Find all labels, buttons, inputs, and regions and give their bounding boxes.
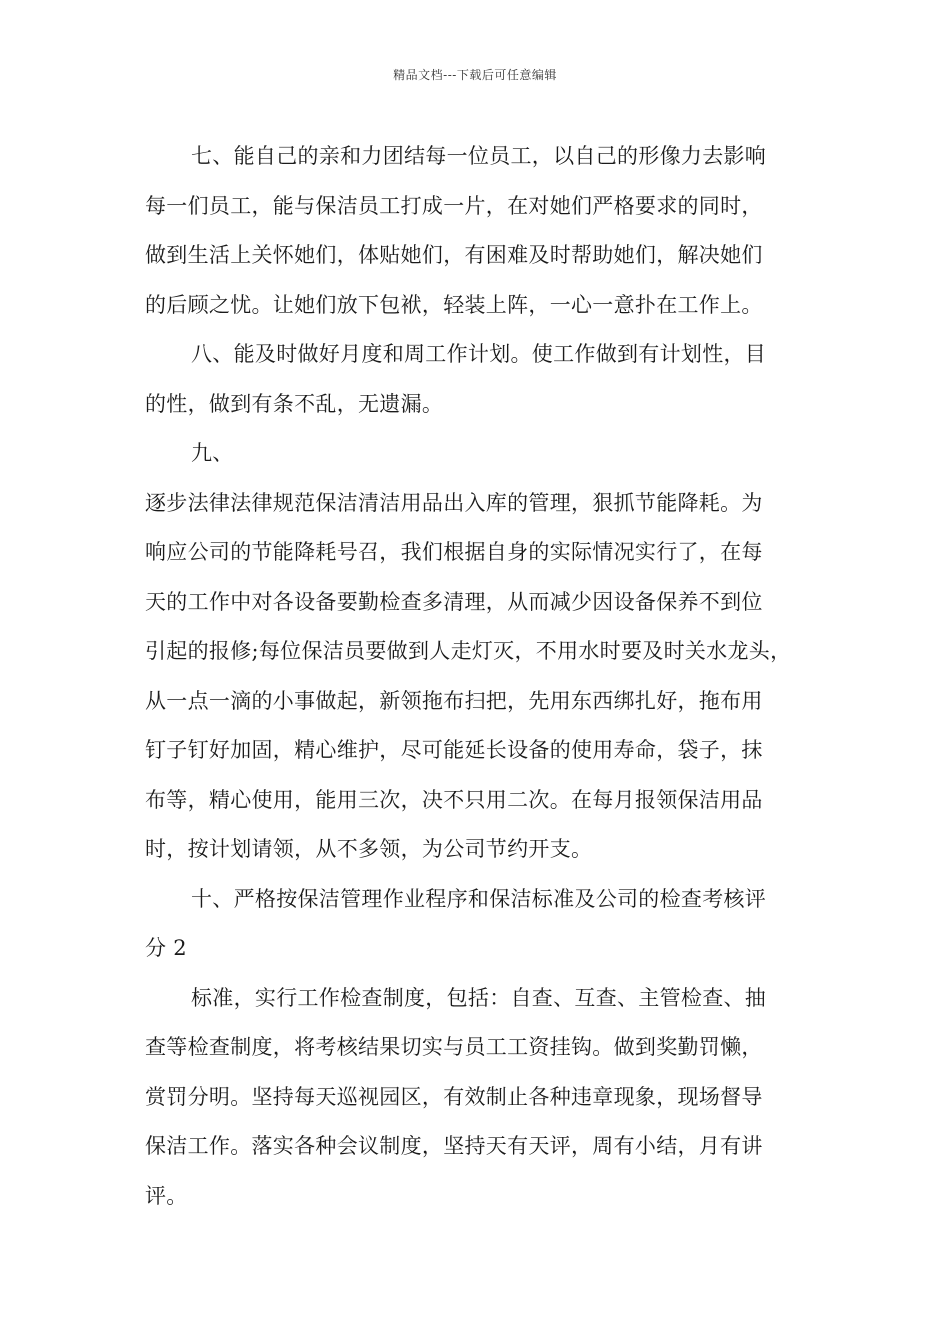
page-header: 精品文档---下载后可任意编辑 [393,68,557,82]
text-line: 引起的报修;每位保洁员要做到人走灯灭，不用水时要及时关水龙头， [145,639,792,663]
text-line: 七、能自己的亲和力团结每一位员工，以自己的形像力去影响 [191,144,767,168]
text-line: 标准，实行工作检查制度，包括：自查、互查、主管检查、抽 [191,985,767,1010]
text-line: 十、严格按保洁管理作业程序和保洁标准及公司的检查考核评 [191,886,767,911]
text-line: 时，按计划请领，从不多领，为公司节约开支。 [145,837,593,861]
text-line: 逐步法律法律规范保洁清洁用品出入库的管理，狠抓节能降耗。为 [145,490,763,515]
text-line: 的性，做到有条不乱，无遗漏。 [145,391,444,416]
text-line: 保洁工作。落实各种会议制度，坚持天有天评，周有小结，月有讲 [145,1134,763,1158]
text-line: 八、能及时做好月度和周工作计划。使工作做到有计划性，目 [191,342,767,366]
text-line: 从一点一滴的小事做起，新领拖布扫把，先用东西绑扎好，拖布用 [145,688,763,713]
text-line: 每一们员工，能与保洁员工打成一片，在对她们严格要求的同时， [145,193,763,218]
text-line: 响应公司的节能降耗号召，我们根据自身的实际情况实行了，在每 [145,540,763,564]
text-line: 天的工作中对各设备要勤检查多清理，从而减少因设备保养不到位 [145,589,763,614]
text-line: 查等检查制度，将考核结果切实与员工工资挂钩。做到奖勤罚懒， [145,1035,763,1059]
text-line: 钉子钉好加固，精心维护，尽可能延长设备的使用寿命，袋子，抹 [145,738,763,762]
text-line: 布等，精心使用，能用三次，决不只用二次。在每月报领保洁用品 [145,787,763,812]
text-line: 评。 [145,1183,188,1208]
text-line: 的后顾之忧。让她们放下包袱，轻装上阵，一心一意扑在工作上。 [145,292,763,317]
text-line: 赏罚分明。坚持每天巡视园区，有效制止各种违章现象，现场督导 [145,1084,763,1109]
text-line: 做到生活上关怀她们，体贴她们，有困难及时帮助她们，解决她们 [145,243,763,267]
text-line: 分 2 [145,936,187,960]
document-body [145,132,825,1221]
text-line: 九、 [191,441,234,465]
